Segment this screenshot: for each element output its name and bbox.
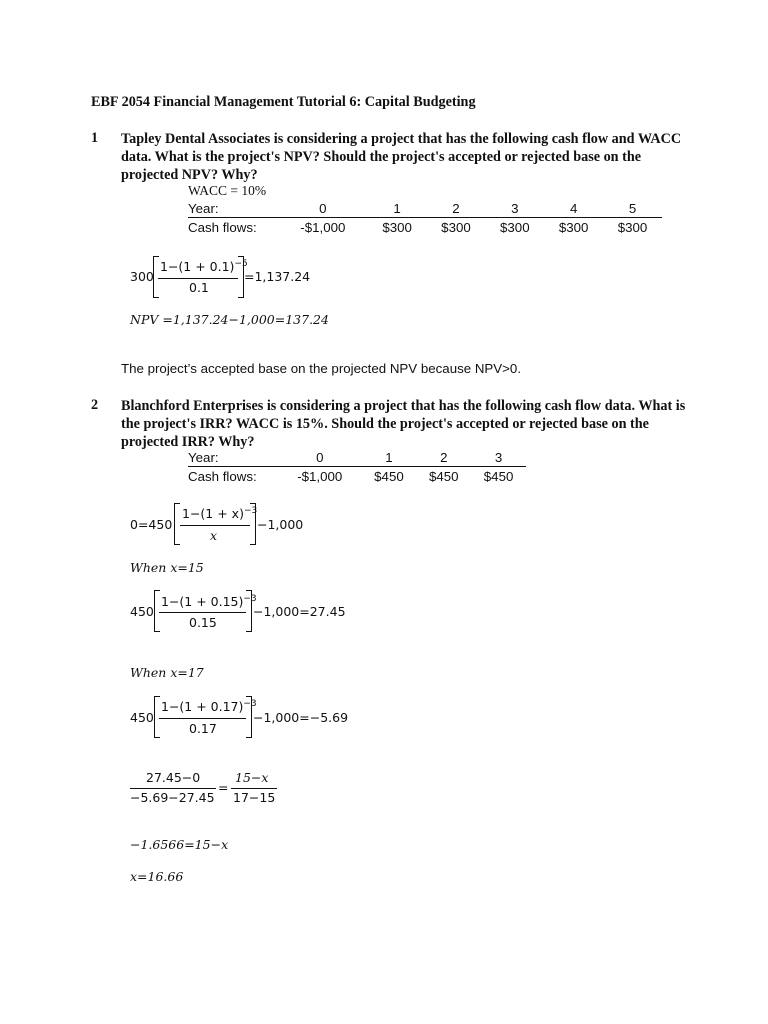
q1-flow-cell: $300 [441,219,471,235]
q2-cashflow-table [188,449,526,485]
q2-when-17: When x=17 [130,665,204,680]
q1-flow-cell: $300 [558,219,589,235]
q1-eq1-denominator: 0.1 [189,280,209,295]
q1-flows-row [188,218,662,237]
q2-year-cell: 0 [278,449,362,467]
right-bracket [250,503,256,545]
fraction-bar [130,788,216,789]
q2-year-label: Year: [188,449,278,467]
question-1-number: 1 [91,130,99,146]
q2-flow-cell: $450 [428,468,459,484]
q2-eq4-left-numerator: 27.45−0 [146,770,201,785]
q2-eq2-numerator: $1-(1 + 0.15)^{-3}$ [161,594,257,610]
q1-equation-2: NPV =1,137.24−1,000=137.24 [130,312,329,327]
right-bracket [246,696,252,738]
q2-eq2-result: −1,000=27.45 [253,604,346,619]
q2-flows-row [188,467,526,486]
q2-year-cell: 2 [416,449,471,467]
q1-year-cell: 1 [368,200,427,218]
q1-flow-cell: $300 [617,219,648,235]
left-bracket [154,590,160,632]
q2-eq3-coef: 450 [130,710,154,725]
q1-flows-label: Cash flows: [188,219,257,235]
q2-eq4-right-denominator: 17−15 [233,790,276,805]
q2-year-cell: 3 [471,449,526,467]
q2-eq1-denominator: x [210,528,218,543]
q1-flow-cell: $300 [500,219,530,235]
q2-flow-cell: $450 [483,468,514,484]
q2-flow-cell: -$1,000 [297,468,343,484]
q1-year-cell: 3 [485,200,544,218]
q2-year-row [188,449,526,467]
q1-cashflow-table [188,200,662,236]
q2-eq2-coef: 450 [130,604,154,619]
fraction-bar [180,525,250,526]
q2-eq4-equals: = [218,780,229,795]
q1-year-cell: 0 [278,200,368,218]
question-2-number: 2 [91,397,99,413]
q1-year-cell: 4 [544,200,603,218]
q1-year-label: Year: [188,200,278,218]
q1-eq1-numerator: $1-(1 + 0.1)^{-5}$ [160,259,248,275]
q1-conclusion: The project’s accepted base on the projected NPV because NPV>0. [121,361,522,376]
q1-year-cell: 2 [427,200,486,218]
left-bracket [174,503,180,545]
question-1-text: Tapley Dental Associates is considering a project that has the following cash flow and WACC data. What is the project's NPV? Should the project's accepted or rejected base on the projected NPV? Why? [121,131,682,183]
page-title: EBF 2054 Financial Management Tutorial 6: Capital Budgeting [91,94,476,110]
fraction-bar [159,612,246,613]
fraction-bar [231,788,277,789]
q2-eq1-numerator: $1-(1 + x)^{-3}$ [182,506,258,522]
q1-eq1-coef: 300 [130,269,154,284]
q2-eq2-denominator: 0.15 [189,615,217,630]
q2-equation-6: x=16.66 [130,869,184,884]
q2-eq3-result: −1,000=−5.69 [253,710,349,725]
q2-eq4-left-denominator: −5.69−27.45 [130,790,215,805]
q1-eq1-result: =1,137.24 [244,269,311,284]
q2-year-cell: 1 [362,449,417,467]
q1-year-cell: 5 [603,200,662,218]
right-bracket [246,590,252,632]
q1-year-row [188,200,662,218]
fraction-bar [159,718,246,719]
q1-wacc: WACC = 10% [188,183,267,198]
q2-eq4-right-numerator: 15−x [235,770,269,785]
fraction-bar [158,278,238,279]
q2-eq3-denominator: 0.17 [189,721,217,736]
question-2-text: Blanchford Enterprises is considering a project that has the following cash flow data. What is the project's IRR? WACC is 15%. Should the project's accepted or rejected base on the projected IRR? Why? [121,398,686,450]
q1-flow-cell: $300 [382,219,412,235]
q2-equation-5: −1.6566=15−x [130,837,229,852]
q2-flow-cell: $450 [374,468,404,484]
q2-when-15: When x=15 [130,560,204,575]
q2-flows-label: Cash flows: [188,468,257,484]
left-bracket [154,696,160,738]
left-bracket [153,256,159,298]
q1-flow-cell: -$1,000 [300,219,346,235]
q2-eq3-numerator: $1-(1 + 0.17)^{-3}$ [161,699,257,715]
q2-eq1-result: −1,000 [257,517,304,532]
q2-eq1-lhs: 0=450 [130,517,173,532]
